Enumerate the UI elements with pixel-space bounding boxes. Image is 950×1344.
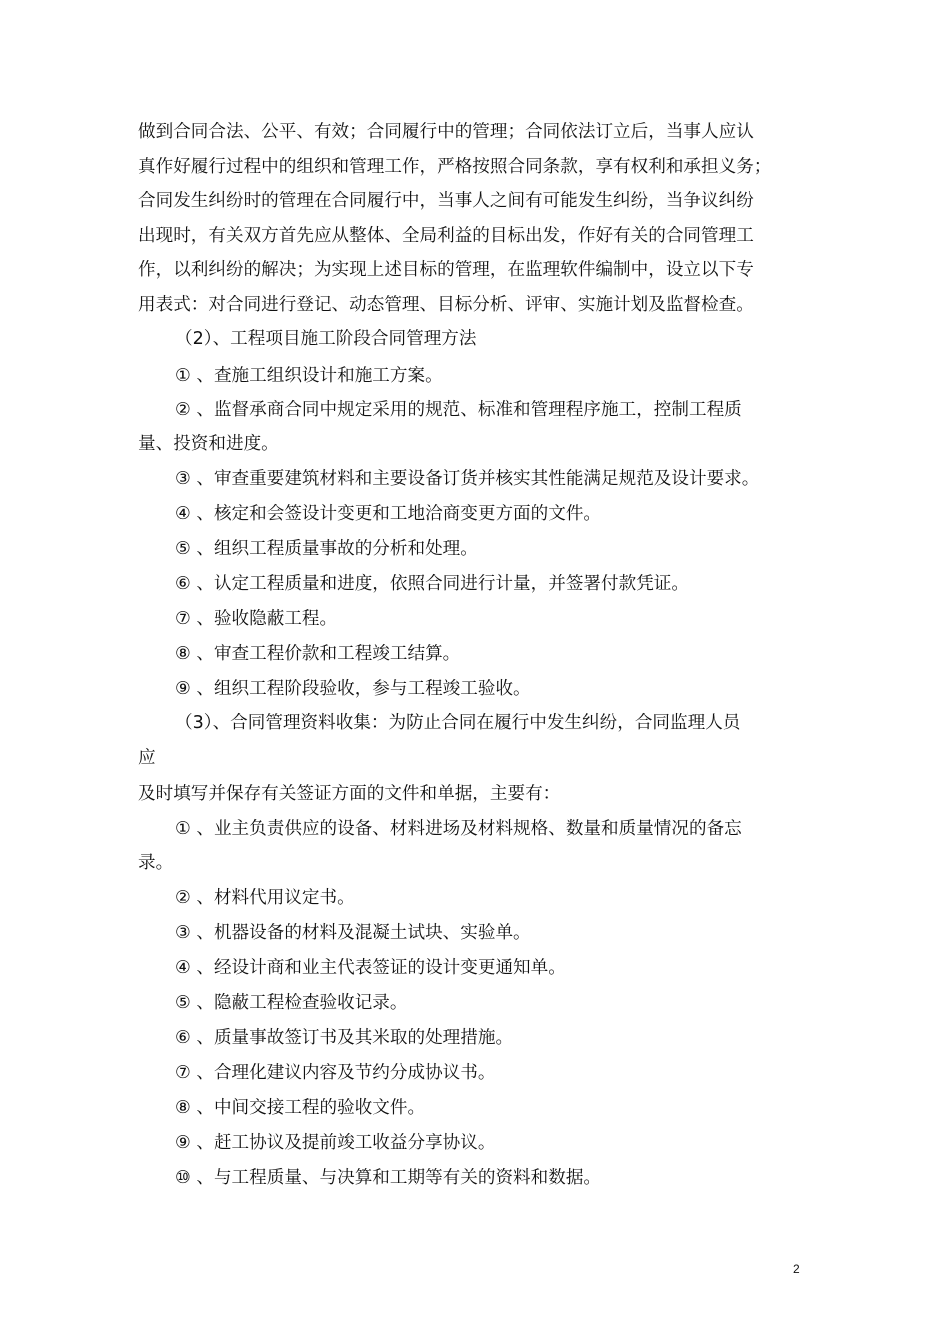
paragraph-line: 真作好履行过程中的组织和管理工作，严格按照合同条款，享有权利和承担义务； (138, 157, 772, 177)
paragraph-line: 出现时，有关双方首先应从整体、全局利益的目标出发，作好有关的合同管理工 (138, 226, 754, 246)
list-item: ⑧ 、审查工程价款和工程竣工结算。 (175, 644, 461, 664)
list-item: ⑦ 、验收隐蔽工程。 (175, 609, 338, 629)
list-item: ② 、材料代用议定书。 (175, 888, 355, 908)
list-item: ③ 、审查重要建筑材料和主要设备订货并核实其性能满足规范及设计要求。 (175, 469, 760, 489)
list-item-continuation: 录。 (138, 853, 174, 873)
paragraph-line: 作，以利纠纷的解决；为实现上述目标的管理，在监理软件编制中，设立以下专 (138, 260, 754, 280)
list-item: ② 、监督承商合同中规定采用的规范、标准和管理程序施工，控制工程质 (175, 400, 742, 420)
list-item: ⑩ 、与工程质量、与决算和工期等有关的资料和数据。 (175, 1168, 602, 1188)
list-item: ⑨ 、组织工程阶段验收，参与工程竣工验收。 (175, 679, 531, 699)
list-item: ⑥ 、质量事故签订书及其米取的处理措施。 (175, 1028, 514, 1048)
list-item: ⑤ 、组织工程质量事故的分析和处理。 (175, 539, 478, 559)
list-item: ⑤ 、隐蔽工程检查验收记录。 (175, 993, 408, 1013)
list-item-continuation: 量、投资和进度。 (138, 434, 279, 454)
list-item: ① 、业主负责供应的设备、材料进场及材料规格、数量和质量情况的备忘 (175, 819, 742, 839)
list-item: ③ 、机器设备的材料及混凝土试块、实验单。 (175, 923, 531, 943)
section-heading-continuation: 及时填写并保存有关签证方面的文件和单据，主要有： (138, 784, 561, 804)
list-item: ⑨ 、赶工协议及提前竣工收益分享协议。 (175, 1133, 496, 1153)
section-heading: （2）、工程项目施工阶段合同管理方法 (175, 329, 477, 349)
page-number: 2 (793, 1262, 800, 1276)
section-heading-continuation: 应 (138, 748, 156, 768)
paragraph-line: 做到合同合法、公平、有效；合同履行中的管理；合同依法订立后，当事人应认 (138, 122, 754, 142)
section-heading: （3）、合同管理资料收集：为防止合同在履行中发生纠纷，合同监理人员 (175, 713, 741, 733)
paragraph-line: 用表式：对合同进行登记、动态管理、目标分析、评审、实施计划及监督检查。 (138, 295, 754, 315)
list-item: ⑦ 、合理化建议内容及节约分成协议书。 (175, 1063, 496, 1083)
list-item: ④ 、核定和会签设计变更和工地洽商变更方面的文件。 (175, 504, 602, 524)
list-item: ① 、查施工组织设计和施工方案。 (175, 366, 443, 386)
list-item: ④ 、经设计商和业主代表签证的设计变更通知单。 (175, 958, 566, 978)
list-item: ⑥ 、认定工程质量和进度，依照合同进行计量，并签署付款凭证。 (175, 574, 689, 594)
list-item: ⑧ 、中间交接工程的验收文件。 (175, 1098, 426, 1118)
paragraph-line: 合同发生纠纷时的管理在合同履行中，当事人之间有可能发生纠纷，当争议纠纷 (138, 191, 754, 211)
